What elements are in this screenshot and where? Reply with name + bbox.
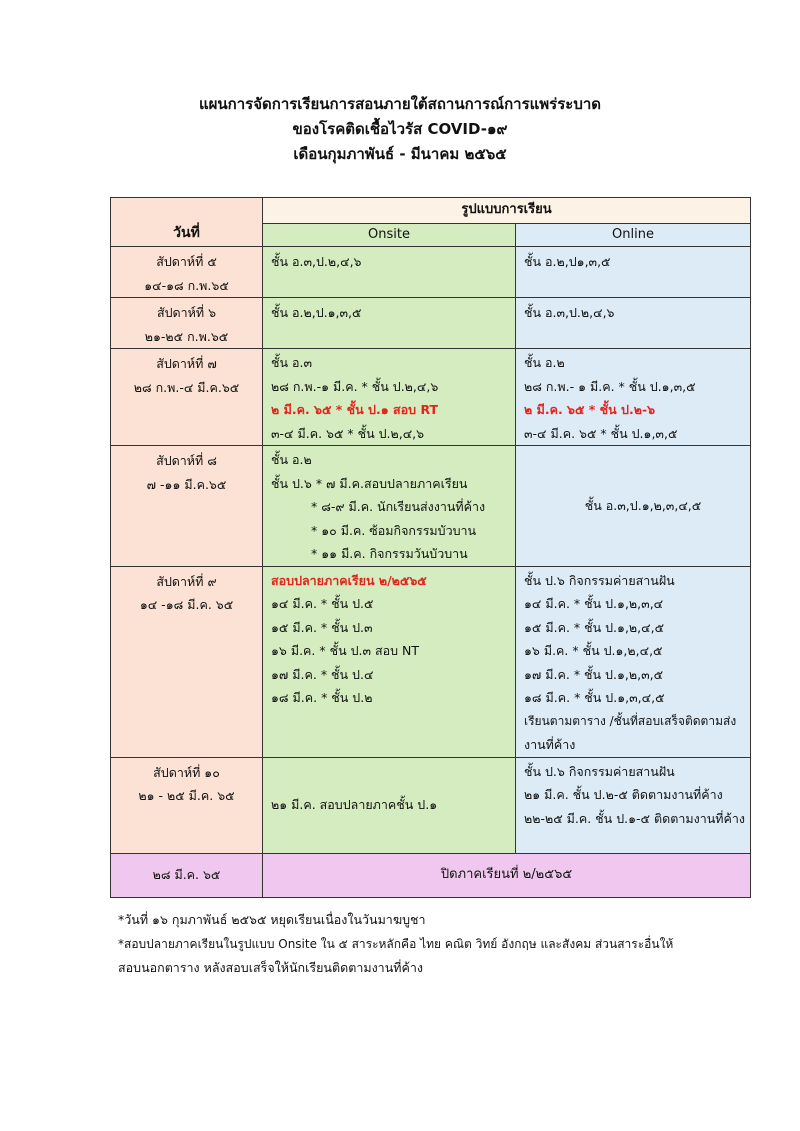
week7-onsite [263, 349, 516, 446]
week-range: ๒๑-๒๕ ก.พ.๖๕ [144, 328, 229, 344]
online-line: ๑๕ มี.ค. * ชั้น ป.๑,๒,๔,๕ [524, 619, 665, 635]
online-line: ๑๔ มี.ค. * ชั้น ป.๑,๒,๓,๔ [524, 596, 664, 611]
week6-date [111, 298, 263, 349]
header-learning-mode: รูปแบบการเรียน [263, 198, 751, 224]
online-line-highlight: ๒ มี.ค. ๖๕ * ชั้น ป.๒-๖ [524, 402, 656, 417]
online-line: ๓-๔ มี.ค. ๖๕ * ชั้น ป.๑,๓,๕ [524, 425, 678, 441]
onsite-line: ๑๕ มี.ค. * ชั้น ป.๓ [271, 619, 373, 635]
online-line: ๑๘ มี.ค. * ชั้น ป.๑,๓,๔,๕ [524, 690, 665, 705]
online-line: ๑๖ มี.ค. * ชั้น ป.๑,๒,๔,๕ [524, 643, 663, 658]
week-label: สัปดาห์ที่ ๑๐ [153, 764, 220, 780]
week9-online [516, 566, 751, 757]
onsite-line: * ๘-๙ มี.ค. นักเรียนส่งงานที่ค้าง [311, 499, 486, 514]
week9-date [111, 566, 263, 757]
week-range: ๒๘ ก.พ.-๔ มี.ค.๖๕ [133, 379, 240, 395]
onsite-line: ๑๘ มี.ค. * ชั้น ป.๒ [271, 690, 373, 705]
footnote-line: *สอบปลายภาคเรียนในรูปแบบ Onsite ใน ๕ สาระหลักคือ ไทย คณิต วิทย์ อังกฤษ และสังคม ส่วนสาระอื่นให้ [118, 937, 674, 951]
onsite-line: ๓-๔ มี.ค. ๖๕ * ชั้น ป.๒,๔,๖ [271, 425, 425, 441]
week10-onsite [263, 757, 516, 853]
week9-onsite [263, 566, 516, 757]
week-label: สัปดาห์ที่ ๙ [156, 573, 217, 589]
onsite-line: ชั้น อ.๓,ป.๒,๔,๖ [271, 254, 362, 269]
week7-online [516, 349, 751, 446]
online-line: งานที่ค้าง [524, 737, 576, 752]
week-range: ๑๔ -๑๘ มี.ค. ๖๕ [139, 597, 234, 612]
onsite-line: ๒๘ ก.พ.-๑ มี.ค. * ชั้น ป.๒,๔,๖ [271, 378, 439, 394]
footnote-line: *วันที่ ๑๖ กุมภาพันธ์ ๒๕๖๕ หยุดเรียนเนื่องในวันมาฆบูชา [118, 912, 426, 927]
onsite-line: ชั้น อ.๒,ป.๑,๓,๕ [271, 305, 362, 320]
onsite-line: ชั้น อ.๒ [271, 452, 312, 467]
week5-date [111, 247, 263, 298]
week5-online [516, 247, 751, 298]
online-line: ๒๑ มี.ค. ชั้น ป.๒-๕ ติดตามงานที่ค้าง [524, 787, 723, 802]
week8-online [516, 446, 751, 567]
closing-text: ปิดภาคเรียนที่ ๒/๒๕๖๕ [263, 853, 751, 897]
week-label: สัปดาห์ที่ ๗ [156, 356, 217, 371]
closing-date: ๒๘ มี.ค. ๖๕ [111, 853, 263, 897]
header-online: Online [516, 224, 751, 247]
onsite-line: ๑๗ มี.ค. * ชั้น ป.๔ [271, 666, 374, 682]
week5-onsite [263, 247, 516, 298]
header-date: วันที่ [111, 198, 263, 247]
onsite-line: ๑๔ มี.ค. * ชั้น ป.๕ [271, 596, 374, 611]
week10-online [516, 757, 751, 853]
week8-onsite [263, 446, 516, 567]
onsite-line: * ๑๑ มี.ค. กิจกรรมวันบัวบาน [311, 546, 468, 561]
week-label: สัปดาห์ที่ ๕ [156, 254, 217, 269]
table-row-week9 [111, 566, 751, 757]
schedule-table [110, 197, 751, 898]
title-line-1: แผนการจัดการเรียนการสอนภายใต้สถานการณ์การแพร่ระบาด [198, 95, 602, 113]
document-title [0, 92, 800, 167]
footnote-line: สอบนอกตาราง หลังสอบเสร็จให้นักเรียนติดตามงานที่ค้าง [118, 960, 423, 975]
week-range: ๑๔-๑๘ ก.พ.๖๕ [144, 277, 229, 293]
week-label: สัปดาห์ที่ ๖ [156, 305, 217, 320]
online-line: ชั้น อ.๒,ป๑,๓,๕ [524, 254, 611, 269]
week10-date [111, 757, 263, 853]
online-line: ชั้น อ.๒ [524, 355, 565, 370]
table-row-week8 [111, 446, 751, 567]
online-line: ๒๒-๒๕ มี.ค. ชั้น ป.๑-๕ ติดตามงานที่ค้าง [524, 810, 745, 826]
table-row-week7 [111, 349, 751, 446]
table-row-week6 [111, 298, 751, 349]
week6-onsite [263, 298, 516, 349]
table-row-closing [111, 853, 751, 897]
table-row-week10 [111, 757, 751, 853]
week7-date [111, 349, 263, 446]
title-line-3: เดือนกุมภาพันธ์ - มีนาคม ๒๕๖๕ [293, 145, 507, 163]
header-onsite: Onsite [263, 224, 516, 247]
online-line: เรียนตามตาราง /ชั้นที่สอบเสร็จติดตามส่ง [524, 713, 737, 728]
onsite-line: ๒๑ มี.ค. สอบปลายภาคชั้น ป.๑ [271, 797, 438, 813]
table-row-week5 [111, 247, 751, 298]
online-line: ๒๘ ก.พ.- ๑ มี.ค. * ชั้น ป.๑,๓,๕ [524, 378, 696, 394]
onsite-line: ชั้น ป.๖ * ๗ มี.ค.สอบปลายภาคเรียน [271, 475, 468, 491]
onsite-line: ชั้น อ.๓ [271, 355, 313, 370]
footnotes [118, 908, 758, 980]
week-range: ๗ -๑๑ มี.ค.๖๕ [146, 476, 227, 492]
online-line: ชั้น ป.๖ กิจกรรมค่ายสานฝัน [524, 763, 675, 779]
title-line-2: ของโรคติดเชื้อไวรัส COVID-๑๙ [292, 120, 508, 138]
onsite-line-highlight: สอบปลายภาคเรียน ๒/๒๕๖๕ [271, 572, 427, 588]
online-line: ชั้น อ.๓,ป.๑,๒,๓,๔,๕ [584, 498, 702, 513]
onsite-line: * ๑๐ มี.ค. ซ้อมกิจกรรมบัวบาน [311, 522, 477, 538]
online-line: ชั้น ป.๖ กิจกรรมค่ายสานฝัน [524, 572, 675, 588]
week-range: ๒๑ - ๒๕ มี.ค. ๖๕ [138, 788, 235, 803]
week-label: สัปดาห์ที่ ๘ [156, 453, 217, 468]
online-line: ๑๗ มี.ค. * ชั้น ป.๑,๒,๓,๕ [524, 666, 664, 682]
week6-online [516, 298, 751, 349]
week8-date [111, 446, 263, 567]
onsite-line: ๑๖ มี.ค. * ชั้น ป.๓ สอบ NT [271, 643, 420, 658]
onsite-line-highlight: ๒ มี.ค. ๖๕ * ชั้น ป.๑ สอบ RT [271, 402, 439, 417]
online-line: ชั้น อ.๓,ป.๒,๔,๖ [524, 305, 615, 320]
